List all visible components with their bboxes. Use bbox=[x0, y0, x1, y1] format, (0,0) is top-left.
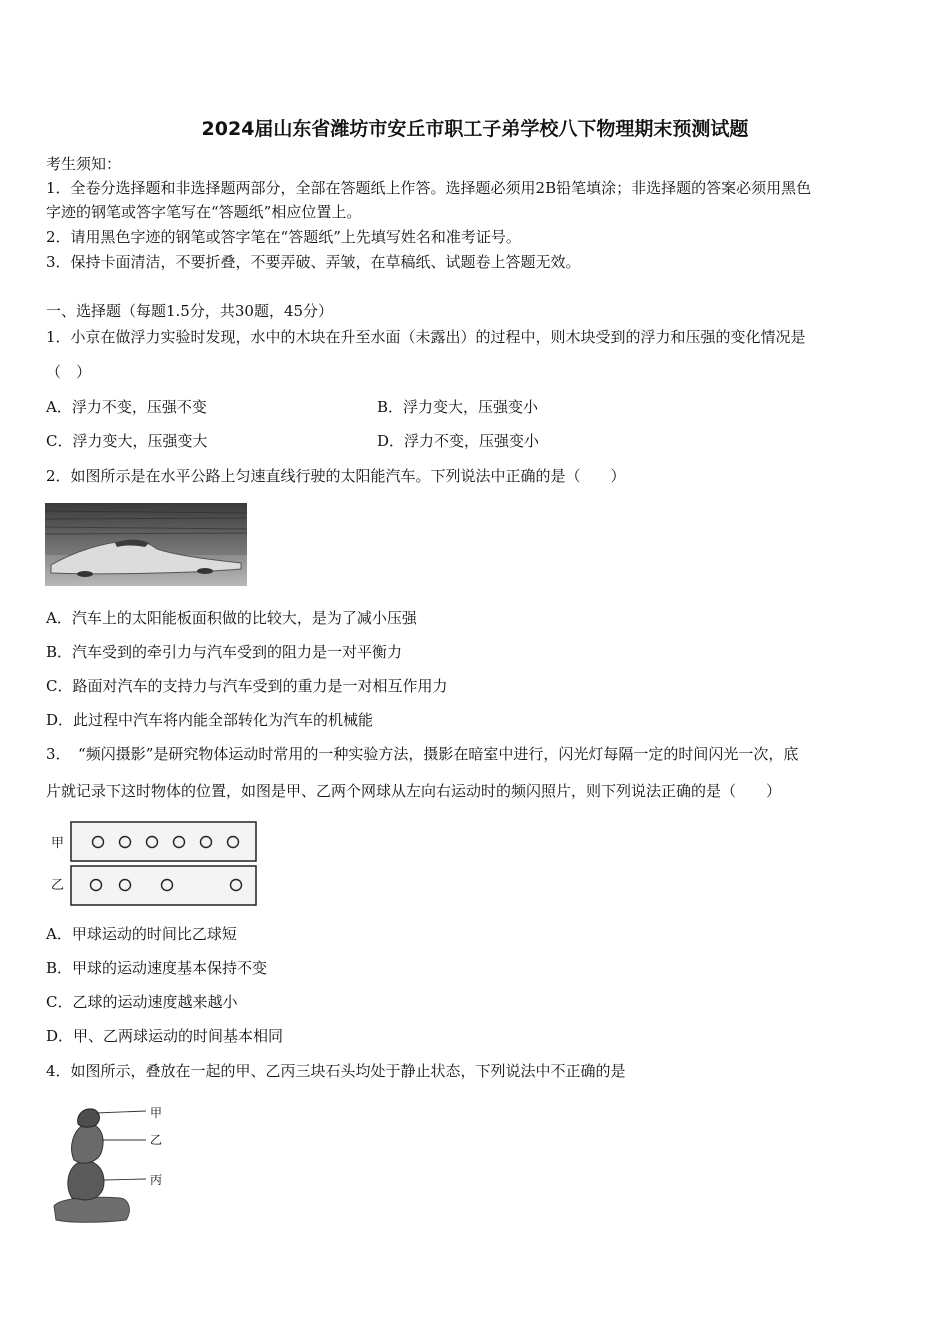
q2-option-c: C．路面对汽车的支持力与汽车受到的重力是一对相互作用力 bbox=[46, 677, 448, 695]
notice-line-1a: 1．全卷分选择题和非选择题两部分，全部在答题纸上作答。选择题必须用2B铅笔填涂；非选择题的答案必须用黑色 bbox=[46, 179, 812, 197]
stone-yi bbox=[72, 1124, 103, 1163]
q3-option-c: C．乙球的运动速度越来越小 bbox=[46, 993, 238, 1011]
q3-stem-cont: 片就记录下这时物体的位置，如图是甲、乙两个网球从左向右运动时的频闪照片，则下列说法正确的是（ ） bbox=[46, 782, 782, 800]
q1-option-a: A．浮力不变，压强不变 bbox=[46, 398, 207, 416]
notice-heading: 考生须知： bbox=[46, 155, 122, 173]
section-heading: 一、选择题（每题1.5分，共30题，45分） bbox=[46, 302, 334, 320]
q4-stem: 4．如图所示，叠放在一起的甲、乙丙三块石头均处于静止状态，下列说法中不正确的是 bbox=[46, 1062, 626, 1080]
q2-stem: 2．如图所示是在水平公路上匀速直线行驶的太阳能汽车。下列说法中正确的是（ ） bbox=[46, 467, 626, 485]
solar-car-photo bbox=[45, 503, 247, 586]
notice-line-1b: 字迹的钢笔或答字笔写在“答题纸”相应位置上。 bbox=[46, 203, 362, 221]
q3-label-jia: 甲 bbox=[51, 836, 65, 851]
strobe-strip-jia bbox=[71, 822, 256, 861]
q1-stem: 1．小京在做浮力实验时发现，水中的木块在升至水面（未露出）的过程中，则木块受到的浮力和压强的变化情况是 bbox=[46, 328, 806, 346]
stone-bing bbox=[68, 1161, 104, 1200]
q2-option-b: B．汽车受到的牵引力与汽车受到的阻力是一对平衡力 bbox=[46, 643, 403, 661]
q4-label-jia: 甲 bbox=[150, 1106, 163, 1120]
q1-option-d: D．浮力不变，压强变小 bbox=[377, 432, 540, 450]
strobe-photo-figure bbox=[70, 821, 258, 907]
q3-option-d: D．甲、乙两球运动的时间基本相同 bbox=[46, 1027, 284, 1045]
q3-label-yi: 乙 bbox=[51, 878, 65, 893]
q1-stem-paren: （ ） bbox=[46, 363, 92, 381]
q3-option-a: A．甲球运动的时间比乙球短 bbox=[46, 925, 237, 943]
q2-option-a: A．汽车上的太阳能板面积做的比较大，是为了减小压强 bbox=[46, 609, 417, 627]
q3-stem: 3． “频闪摄影”是研究物体运动时常用的一种实验方法，摄影在暗室中进行，闪光灯每隔一定的时间闪光一次，底 bbox=[46, 745, 799, 763]
strobe-strip-yi bbox=[71, 866, 256, 905]
q1-option-c: C．浮力变大，压强变大 bbox=[46, 432, 208, 450]
q1-option-b: B．浮力变大，压强变小 bbox=[377, 398, 539, 416]
q3-option-b: B．甲球的运动速度基本保持不变 bbox=[46, 959, 268, 977]
stacked-stones-figure bbox=[50, 1100, 150, 1224]
page-title: 2024届山东省潍坊市安丘市职工子弟学校八下物理期末预测试题 bbox=[201, 118, 749, 140]
q2-option-d: D．此过程中汽车将内能全部转化为汽车的机械能 bbox=[46, 711, 374, 729]
notice-line-3: 3．保持卡面清洁，不要折叠，不要弄破、弄皱，在草稿纸、试题卷上答题无效。 bbox=[46, 253, 581, 271]
stone-jia bbox=[78, 1109, 100, 1127]
base-rock bbox=[54, 1197, 129, 1222]
notice-line-2: 2．请用黑色字迹的钢笔或答字笔在“答题纸”上先填写姓名和准考证号。 bbox=[46, 228, 521, 246]
q4-label-bing: 丙 bbox=[150, 1173, 163, 1187]
q4-label-yi: 乙 bbox=[150, 1133, 163, 1147]
